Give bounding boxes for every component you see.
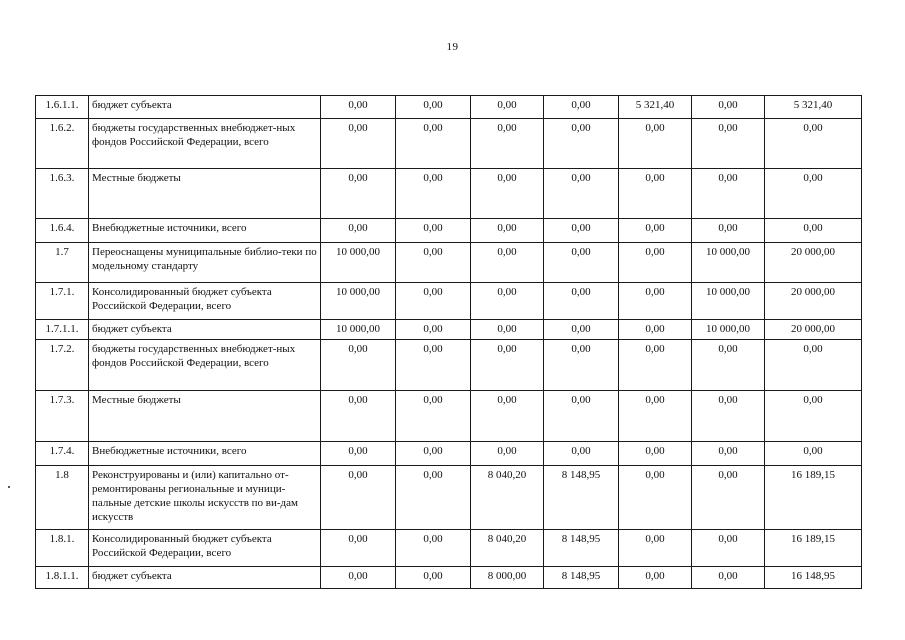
row-description: Местные бюджеты (89, 391, 321, 442)
row-number: 1.8 (36, 466, 89, 530)
value-cell: 8 148,95 (544, 530, 619, 567)
scan-mark (8, 486, 10, 488)
value-cell: 0,00 (619, 243, 692, 283)
value-cell: 0,00 (396, 567, 471, 589)
table-row (36, 567, 862, 589)
value-cell: 8 148,95 (544, 567, 619, 589)
value-cell: 8 148,95 (544, 466, 619, 530)
row-number: 1.6.4. (36, 219, 89, 243)
value-cell: 16 189,15 (765, 530, 862, 567)
value-cell: 0,00 (396, 466, 471, 530)
value-cell: 0,00 (321, 340, 396, 391)
value-cell: 0,00 (396, 219, 471, 243)
row-number: 1.6.2. (36, 119, 89, 169)
value-cell: 0,00 (321, 530, 396, 567)
value-cell: 0,00 (544, 169, 619, 219)
row-description: Внебюджетные источники, всего (89, 219, 321, 243)
value-cell: 0,00 (619, 567, 692, 589)
value-cell: 0,00 (544, 442, 619, 466)
value-cell: 10 000,00 (692, 320, 765, 340)
row-description: Консолидированный бюджет субъекта Российской Федерации, всего (89, 530, 321, 567)
value-cell: 0,00 (321, 567, 396, 589)
value-cell: 0,00 (321, 219, 396, 243)
value-cell: 0,00 (619, 320, 692, 340)
table-row (36, 320, 862, 340)
table-row (36, 340, 862, 391)
value-cell: 0,00 (396, 391, 471, 442)
table-row (36, 442, 862, 466)
row-description: Местные бюджеты (89, 169, 321, 219)
value-cell: 0,00 (396, 243, 471, 283)
value-cell: 20 000,00 (765, 283, 862, 320)
row-number: 1.7.1.1. (36, 320, 89, 340)
row-description: Внебюджетные источники, всего (89, 442, 321, 466)
table-row (36, 530, 862, 567)
value-cell: 0,00 (619, 466, 692, 530)
value-cell: 0,00 (692, 567, 765, 589)
value-cell: 0,00 (765, 219, 862, 243)
budget-table (35, 95, 862, 589)
row-number: 1.6.1.1. (36, 96, 89, 119)
value-cell: 0,00 (765, 391, 862, 442)
value-cell: 0,00 (396, 96, 471, 119)
row-description: бюджет субъекта (89, 567, 321, 589)
table-row (36, 119, 862, 169)
value-cell: 0,00 (471, 169, 544, 219)
value-cell: 0,00 (619, 283, 692, 320)
value-cell: 0,00 (765, 442, 862, 466)
value-cell: 0,00 (692, 119, 765, 169)
row-number: 1.7.3. (36, 391, 89, 442)
row-description: бюджеты государственных внебюджет-ных фондов Российской Федерации, всего (89, 340, 321, 391)
value-cell: 0,00 (692, 219, 765, 243)
table-row (36, 391, 862, 442)
value-cell: 0,00 (396, 119, 471, 169)
value-cell: 0,00 (544, 283, 619, 320)
table-row (36, 219, 862, 243)
value-cell: 20 000,00 (765, 320, 862, 340)
row-number: 1.6.3. (36, 169, 89, 219)
value-cell: 0,00 (321, 119, 396, 169)
table-row (36, 243, 862, 283)
value-cell: 0,00 (692, 391, 765, 442)
value-cell: 0,00 (471, 96, 544, 119)
value-cell: 0,00 (692, 96, 765, 119)
value-cell: 0,00 (471, 219, 544, 243)
row-description: Реконструированы и (или) капитально от-ремонтированы региональные и муници-пальные детские школы искусств по ви-дам искусств (89, 466, 321, 530)
value-cell: 0,00 (396, 530, 471, 567)
value-cell: 0,00 (471, 391, 544, 442)
value-cell: 0,00 (619, 442, 692, 466)
row-description: бюджеты государственных внебюджет-ных фондов Российской Федерации, всего (89, 119, 321, 169)
value-cell: 0,00 (321, 96, 396, 119)
value-cell: 0,00 (765, 169, 862, 219)
row-number: 1.7.2. (36, 340, 89, 391)
value-cell: 0,00 (396, 169, 471, 219)
value-cell: 16 148,95 (765, 567, 862, 589)
table-row (36, 283, 862, 320)
row-number: 1.7 (36, 243, 89, 283)
row-description: Переоснащены муниципальные библио-теки по модельному стандарту (89, 243, 321, 283)
table-row (36, 466, 862, 530)
table-body (36, 96, 862, 589)
value-cell: 0,00 (765, 340, 862, 391)
value-cell: 5 321,40 (619, 96, 692, 119)
value-cell: 0,00 (619, 219, 692, 243)
value-cell: 0,00 (471, 283, 544, 320)
page-number: 19 (446, 41, 459, 53)
value-cell: 0,00 (619, 119, 692, 169)
value-cell: 0,00 (692, 442, 765, 466)
value-cell: 10 000,00 (692, 243, 765, 283)
value-cell: 0,00 (396, 442, 471, 466)
value-cell: 0,00 (321, 169, 396, 219)
value-cell: 20 000,00 (765, 243, 862, 283)
value-cell: 0,00 (765, 119, 862, 169)
table-row (36, 96, 862, 119)
value-cell: 0,00 (619, 169, 692, 219)
value-cell: 0,00 (471, 340, 544, 391)
row-number: 1.8.1.1. (36, 567, 89, 589)
value-cell: 0,00 (471, 119, 544, 169)
row-number: 1.8.1. (36, 530, 89, 567)
row-description: бюджет субъекта (89, 96, 321, 119)
value-cell: 5 321,40 (765, 96, 862, 119)
value-cell: 0,00 (692, 340, 765, 391)
value-cell: 10 000,00 (321, 243, 396, 283)
row-number: 1.7.4. (36, 442, 89, 466)
value-cell: 0,00 (321, 442, 396, 466)
value-cell: 0,00 (396, 283, 471, 320)
value-cell: 10 000,00 (321, 320, 396, 340)
value-cell: 0,00 (619, 530, 692, 567)
value-cell: 0,00 (396, 340, 471, 391)
value-cell: 0,00 (544, 320, 619, 340)
value-cell: 8 040,20 (471, 466, 544, 530)
row-description: бюджет субъекта (89, 320, 321, 340)
table-row (36, 169, 862, 219)
value-cell: 0,00 (692, 169, 765, 219)
value-cell: 0,00 (471, 320, 544, 340)
value-cell: 0,00 (471, 442, 544, 466)
value-cell: 0,00 (471, 243, 544, 283)
value-cell: 8 000,00 (471, 567, 544, 589)
value-cell: 0,00 (396, 320, 471, 340)
value-cell: 0,00 (321, 466, 396, 530)
value-cell: 0,00 (544, 243, 619, 283)
value-cell: 0,00 (692, 466, 765, 530)
value-cell: 0,00 (619, 340, 692, 391)
value-cell: 0,00 (321, 391, 396, 442)
value-cell: 10 000,00 (321, 283, 396, 320)
value-cell: 0,00 (544, 96, 619, 119)
value-cell: 0,00 (544, 340, 619, 391)
value-cell: 0,00 (544, 219, 619, 243)
value-cell: 0,00 (544, 119, 619, 169)
value-cell: 0,00 (619, 391, 692, 442)
value-cell: 0,00 (544, 391, 619, 442)
value-cell: 16 189,15 (765, 466, 862, 530)
row-number: 1.7.1. (36, 283, 89, 320)
value-cell: 0,00 (692, 530, 765, 567)
value-cell: 10 000,00 (692, 283, 765, 320)
row-description: Консолидированный бюджет субъекта Российской Федерации, всего (89, 283, 321, 320)
value-cell: 8 040,20 (471, 530, 544, 567)
